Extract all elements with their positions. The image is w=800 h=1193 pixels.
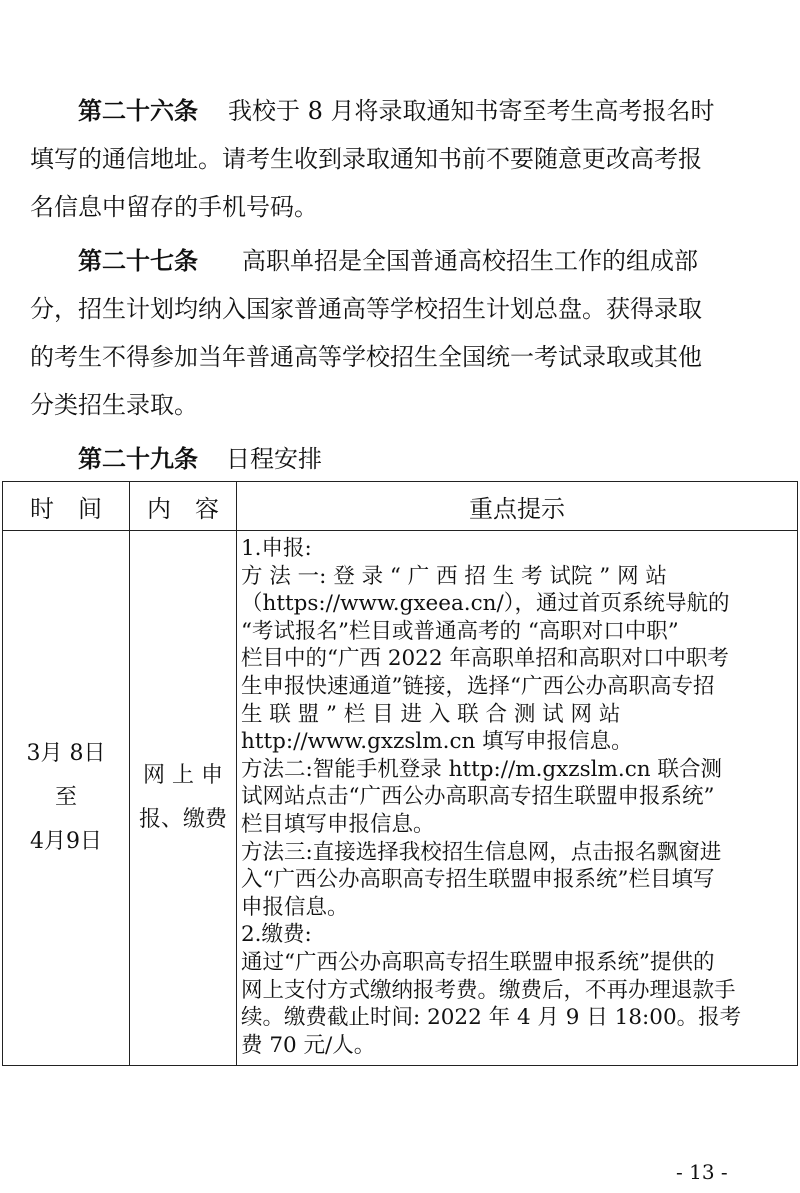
article-27-line-3: 的考生不得参加当年普通高等学校招生全国统一考试录取或其他	[30, 343, 702, 371]
notes-line: 栏目填写申报信息。	[241, 811, 435, 837]
notes-line: 方法二:智能手机登录 http://m.gxzslm.cn 联合测	[241, 756, 722, 782]
page-number: - 13 -	[676, 1160, 728, 1184]
notes-line: 入“广西公办高职高专招生联盟申报系统”栏目填写	[241, 867, 715, 893]
article-26-heading: 第二十六条	[78, 97, 198, 125]
cell-time	[3, 531, 130, 1066]
notes-line: “考试报名”栏目或普通高考的 “高职对口中职”	[241, 618, 679, 644]
article-27-line-1	[30, 237, 770, 285]
article-26-line-2: 填写的通信地址。请考生收到录取通知书前不要随意更改高考报	[30, 145, 702, 173]
article-29-title: 日程安排	[226, 445, 322, 473]
time-start: 3月 8日	[26, 741, 106, 767]
header-content: 内 容	[130, 482, 237, 531]
schedule-table	[2, 481, 798, 1066]
article-27-line-4: 分类招生录取。	[30, 391, 198, 419]
article-27-heading: 第二十七条	[78, 247, 198, 275]
notes-line: 栏目中的“广西 2022 年高职单招和高职对口中职考	[241, 646, 729, 672]
content-line-2: 报、缴费	[138, 807, 227, 833]
time-end: 4月9日	[30, 829, 102, 855]
notes-line: 试网站点击“广西公办高职高专招生联盟申报系统”	[241, 784, 715, 810]
article-29	[30, 435, 770, 483]
article-26-line-3: 名信息中留存的手机号码。	[30, 193, 318, 221]
article-27	[30, 237, 770, 429]
article-26-line-1	[30, 87, 770, 135]
notes-line: 生申报快速通道”链接，选择“广西公办高职高专招	[241, 673, 715, 699]
notes-line: 方 法 一: 登 录 “ 广 西 招 生 考 试院 ” 网 站	[241, 563, 667, 589]
notes-line: 1.申报:	[241, 536, 312, 561]
time-to: 至	[54, 785, 77, 811]
content-line-1: 网 上 申	[143, 763, 223, 789]
article-29-heading: 第二十九条	[78, 445, 198, 473]
notes-line: 2.缴费:	[241, 922, 312, 948]
article-26-text: 我校于 8 月将录取通知书寄至考生高考报名时	[228, 97, 715, 125]
notes-line: 网上支付方式缴纳报考费。缴费后，不再办理退款手	[241, 977, 736, 1003]
notes-line: 费 70 元/人。	[241, 1032, 376, 1058]
notes-line: http://www.gxzslm.cn 填写申报信息。	[241, 729, 633, 755]
table-row	[3, 531, 798, 1066]
cell-content	[130, 531, 237, 1066]
article-27-line-2: 分，招生计划均纳入国家普通高等学校招生计划总盘。获得录取	[30, 295, 702, 323]
table-header-row	[3, 482, 798, 531]
article-26	[30, 87, 770, 231]
notes-line: 续。缴费截止时间: 2022 年 4 月 9 日 18:00。报考	[241, 1005, 742, 1031]
header-time: 时 间	[3, 482, 130, 531]
notes-line: 方法三:直接选择我校招生信息网，点击报名飘窗进	[241, 839, 722, 865]
notes-line: （https://www.gxeea.cn/），通过首页系统导航的	[241, 591, 730, 617]
cell-notes	[237, 531, 798, 1066]
header-notes: 重点提示	[237, 482, 798, 531]
notes-line: 通过“广西公办高职高专招生联盟申报系统”提供的	[241, 949, 715, 975]
article-27-text: 高职单招是全国普通高校招生工作的组成部	[242, 247, 698, 275]
notes-line: 生 联 盟 ” 栏 目 进 入 联 合 测 试 网 站	[241, 701, 621, 727]
notes-line: 申报信息。	[241, 894, 349, 920]
